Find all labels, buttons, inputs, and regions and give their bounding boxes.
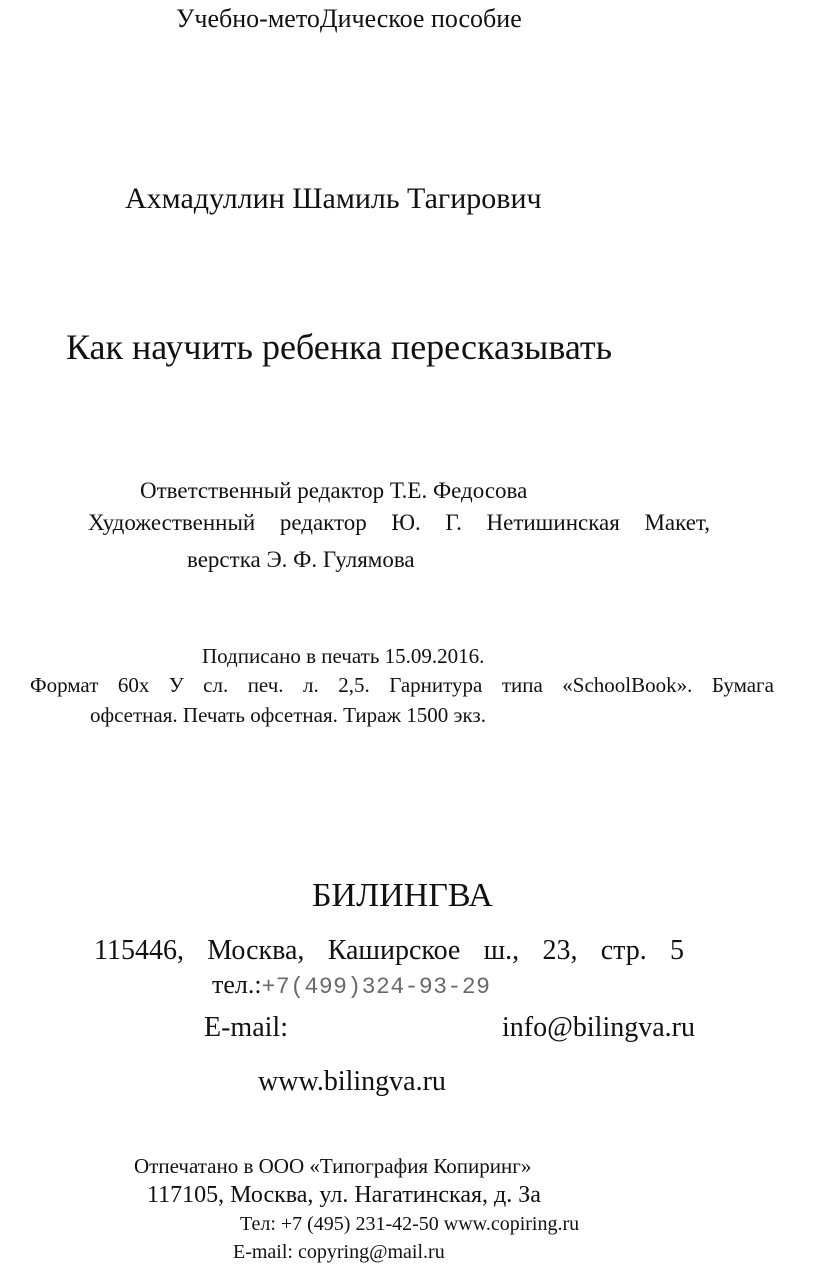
printer-name: Отпечатано в ООО «Типография Копиринг»	[134, 1154, 532, 1178]
author-name: Ахмадуллин Шамиль Тагирович	[125, 182, 542, 215]
printer-email: E-mail: copyring@mail.ru	[233, 1241, 445, 1263]
publisher-phone: +7(499)324-93-29	[261, 974, 491, 1000]
layout-editor: верстка Э. Ф. Гулямова	[187, 547, 415, 572]
format-info: Формат 60х У сл. печ. л. 2,5. Гарнитура типа «SchoolBook». Бумага	[30, 673, 774, 697]
publisher-address: 115446, Москва, Каширское ш., 23, стр. 5	[94, 935, 684, 966]
publisher-website: www.bilingva.ru	[258, 1066, 446, 1097]
art-editor: Художественный редактор Ю. Г. Нетишинская Макет,	[88, 510, 710, 535]
publisher-phone-label: тел.:	[212, 970, 262, 999]
publisher-phone-line	[212, 970, 490, 1000]
publisher-email-label: E-mail:	[204, 1012, 288, 1043]
series-label: Учебно-метоДическое пособие	[176, 4, 522, 33]
book-title: Как научить ребенка пересказывать	[66, 327, 613, 367]
responsible-editor: Ответственный редактор Т.Е. Федосова	[140, 478, 528, 503]
printer-address: 117105, Москва, ул. Нагатинская, д. За	[147, 1182, 541, 1208]
paper-info: офсетная. Печать офсетная. Тираж 1500 экз.	[90, 703, 486, 727]
publisher-name: БИЛИНГВА	[312, 877, 493, 914]
printer-phone: Тел: +7 (495) 231-42-50 www.copiring.ru	[240, 1213, 580, 1235]
publisher-email: info@bilingva.ru	[502, 1012, 695, 1043]
signed-to-print: Подписано в печать 15.09.2016.	[202, 644, 485, 668]
